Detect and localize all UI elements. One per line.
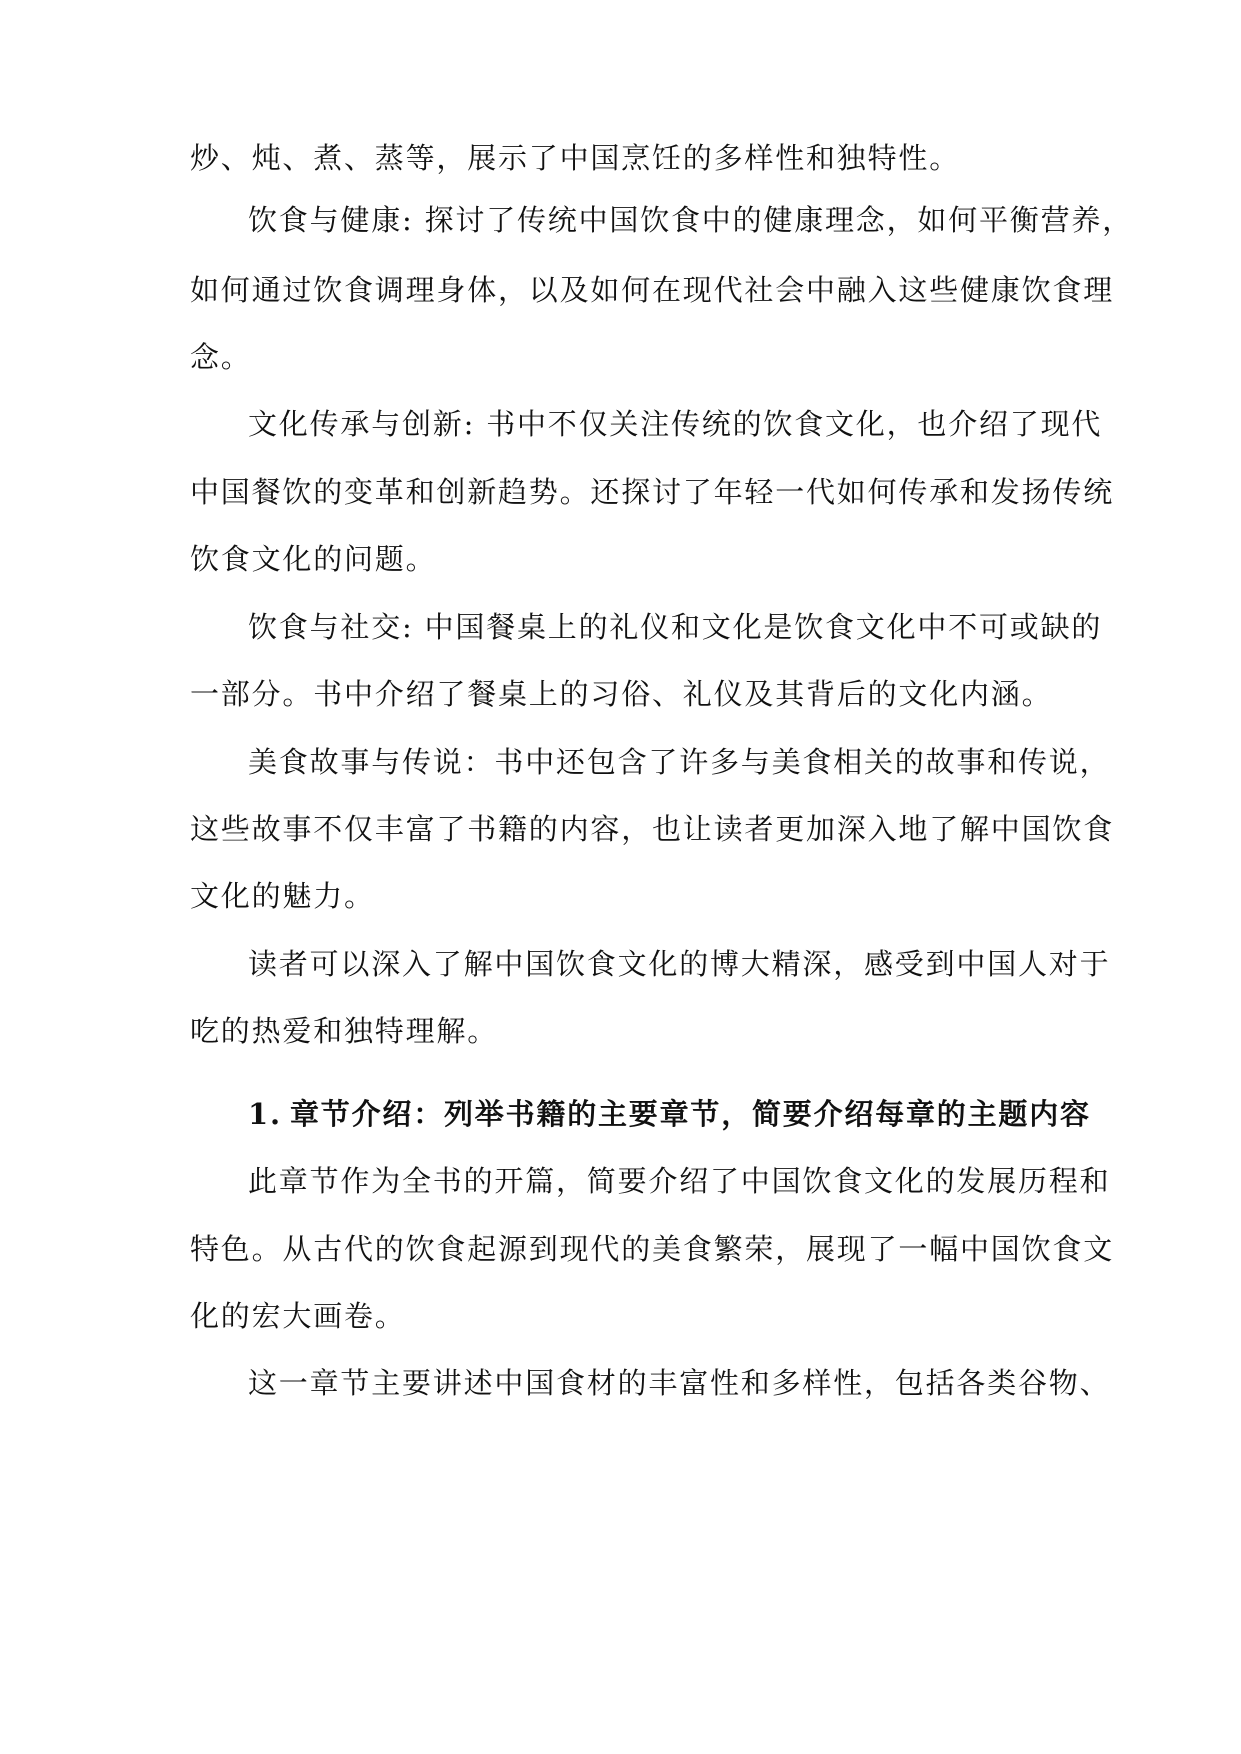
text-line: 饮食与健康: 探讨了传统中国饮食中的健康理念，如何平衡营养， bbox=[248, 203, 1133, 237]
text-line: 此章节作为全书的开篇，简要介绍了中国饮食文化的发展历程和 bbox=[248, 1164, 1111, 1198]
text-line: 读者可以深入了解中国饮食文化的博大精深，感受到中国人对于 bbox=[248, 947, 1111, 981]
text-line: 吃的热爱和独特理解。 bbox=[190, 1014, 499, 1048]
text-line: 饮食与社交: 中国餐桌上的礼仪和文化是饮食文化中不可或缺的 bbox=[248, 610, 1103, 644]
text-line: 文化传承与创新: 书中不仅关注传统的饮食文化，也介绍了现代 bbox=[248, 407, 1103, 441]
heading-number: 1. bbox=[248, 1097, 282, 1131]
text-line: 一部分。书中介绍了餐桌上的习俗、礼仪及其背后的文化内涵。 bbox=[190, 677, 1053, 711]
text-line: 特色。从古代的饮食起源到现代的美食繁荣，展现了一幅中国饮食文 bbox=[190, 1232, 1115, 1266]
text-line: 饮食文化的问题。 bbox=[190, 542, 437, 576]
section-heading bbox=[248, 1094, 1091, 1134]
text-line: 这一章节主要讲述中国食材的丰富性和多样性，包括各类谷物、 bbox=[248, 1366, 1111, 1400]
text-line: 文化的魅力。 bbox=[190, 879, 375, 913]
text-line: 中国餐饮的变革和创新趋势。还探讨了年轻一代如何传承和发扬传统 bbox=[190, 475, 1115, 509]
text-line: 炒、炖、煮、蒸等，展示了中国烹饪的多样性和独特性。 bbox=[190, 141, 961, 175]
heading-text: 章节介绍：列举书籍的主要章节，简要介绍每章的主题内容 bbox=[290, 1097, 1091, 1131]
text-line: 念。 bbox=[190, 340, 252, 374]
text-line: 化的宏大画卷。 bbox=[190, 1299, 406, 1333]
text-line: 如何通过饮食调理身体，以及如何在现代社会中融入这些健康饮食理 bbox=[190, 273, 1115, 307]
text-line: 这些故事不仅丰富了书籍的内容，也让读者更加深入地了解中国饮食 bbox=[190, 812, 1115, 846]
text-line: 美食故事与传说：书中还包含了许多与美食相关的故事和传说， bbox=[248, 745, 1111, 779]
